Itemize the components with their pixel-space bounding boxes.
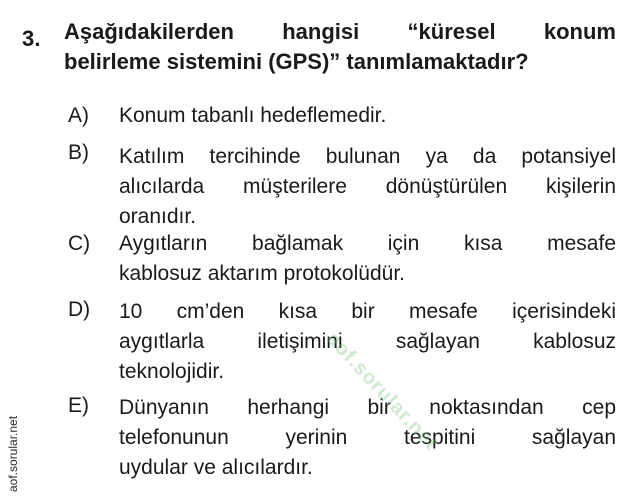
option-text-line: oranıdır. [119,205,197,228]
option-text-line: Konum tabanlı hedeflemedir. [119,104,387,127]
option-letter: E) [68,394,89,417]
option-text-line: telefonunun yerinin tespitini sağlayan [119,426,616,449]
option-text-line: alıcılarda müşterilere dönüştürülen kişilerin [119,175,616,198]
option-text-line: Aygıtların bağlamak için kısa mesafe [119,232,616,255]
option-text-line: kablosuz aktarım protokolüdür. [119,262,405,285]
option-letter: A) [68,104,89,127]
question-number: 3. [22,26,41,51]
option-letter: C) [68,232,91,255]
watermark-diagonal: aof.sorular.net [321,328,443,455]
option-text-line: aygıtlarla iletişimini sağlayan kablosuz [119,330,616,353]
option-text-line: teknolojidir. [119,360,225,383]
option-text-line: 10 cm’den kısa bir mesafe içerisindeki [119,300,616,323]
option-text [119,393,616,483]
option-text-line: Dünyanın herhangi bir noktasından cep [119,396,616,419]
question-stem-line: Aşağıdakilerden hangisi “küresel konum [64,19,616,44]
question-stem [64,17,616,77]
option-text [119,142,616,232]
watermark-side: aof.sorular.net [6,415,20,492]
option-text-line: uydular ve alıcılardır. [119,456,313,479]
option-letter: B) [68,141,89,164]
option-text-line: Katılım tercihinde bulunan ya da potansiyel [119,145,616,168]
question-stem-line: belirleme sistemini (GPS)” tanımlamaktadır? [64,49,529,74]
option-letter: D) [68,298,91,321]
option-text [119,229,616,289]
option-text [119,101,616,131]
